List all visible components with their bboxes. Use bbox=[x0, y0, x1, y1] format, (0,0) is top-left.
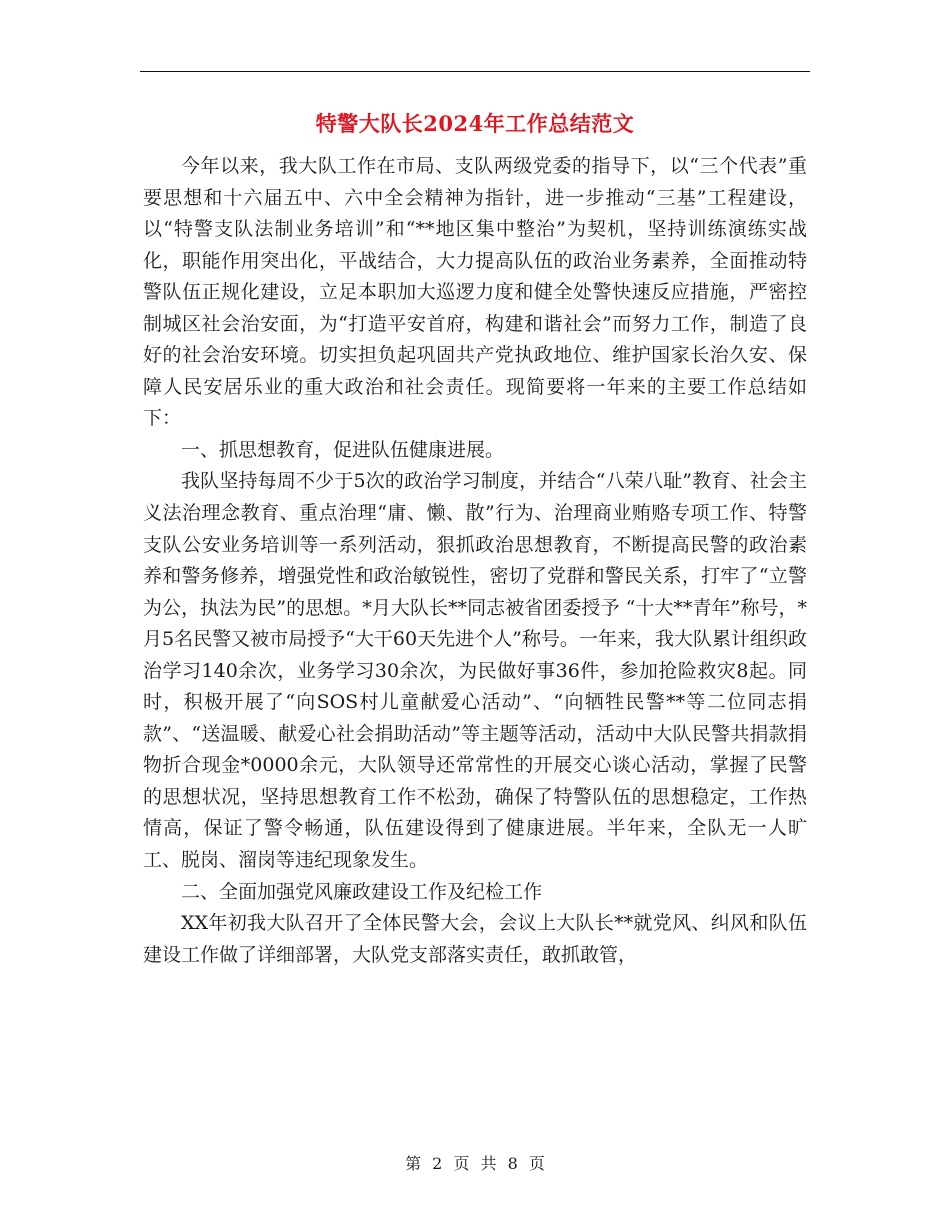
section-heading-2: 二、全面加强党风廉政建设工作及纪检工作 bbox=[181, 880, 543, 903]
paragraph-section-1: 我队坚持每周不少于5次的政治学习制度，并结合“八荣八耻”教育、社会主义法治理念教育、重点治理“庸、懒、散”行为、治理商业贿赂专项工作、特警支队公安业务培训等一系列活动，狠抓政治思想教育，不断提高民警的政治素养和警务修养，增强党性和政治敏锐性，密切了党群和警民关系，打牢了“立警为公，执法为民”的思想。*月大队长**同志被省团委授予 “十大**青年”称号，*月5名民警又被市局授予“大干60天先进个人”称号。一年来，我大队累计组织政治学习140余次，业务学习30余次，为民做好事36件，参加抢险救灾8起。同时，积极开展了“向SOS村儿童献爱心活动”、“向牺牲民警**等二位同志捐款”、“送温暖、献爱心社会捐助活动”等主题等活动，活动中大队民警共捐款捐物折合现金*0000余元，大队领导还常常性的开展交心谈心活动，掌握了民警的思想状况，坚持思想教育工作不松劲，确保了特警队伍的思想稳定，工作热情高，保证了警令畅通，队伍建设得到了健康进展。半年来，全队无一人旷工、脱岗、溜岗等违纪现象发生。 bbox=[143, 470, 807, 872]
page-footer: 第 2 页 共 8 页 bbox=[405, 1154, 545, 1173]
document-body bbox=[143, 151, 807, 971]
header-rule bbox=[140, 71, 810, 72]
document-title: 特警大队长2024年工作总结范文 bbox=[315, 111, 635, 136]
paragraph-intro: 今年以来，我大队工作在市局、支队两级党委的指导下，以“三个代表”重要思想和十六届五中、六中全会精神为指针，进一步推动“三基”工程建设， 以“特警支队法制业务培训”和“**地区集中整治”为契机，坚持训练演练实战化，职能作用突出化，平战结合，大力提高队伍的政治业务素养，全面推动特警队伍正规化建设，立足本职加大巡逻力度和健全处警快速反应措施，严密控制城区社会治安面，为“打造平安首府，构建和谐社会”而努力工作，制造了良好的社会治安环境。切实担负起巩固共产党执政地位、维护国家长治久安、保障人民安居乐业的重大政治和社会责任。现简要将一年来的主要工作总结如下： bbox=[143, 155, 807, 430]
section-heading-1: 一、抓思想教育，促进队伍健康进展。 bbox=[181, 438, 505, 461]
paragraph-section-2: XX年初我大队召开了全体民警大会，会议上大队长**就党风、纠风和队伍建设工作做了详细部署，大队党支部落实责任，敢抓敢管， bbox=[143, 912, 807, 966]
